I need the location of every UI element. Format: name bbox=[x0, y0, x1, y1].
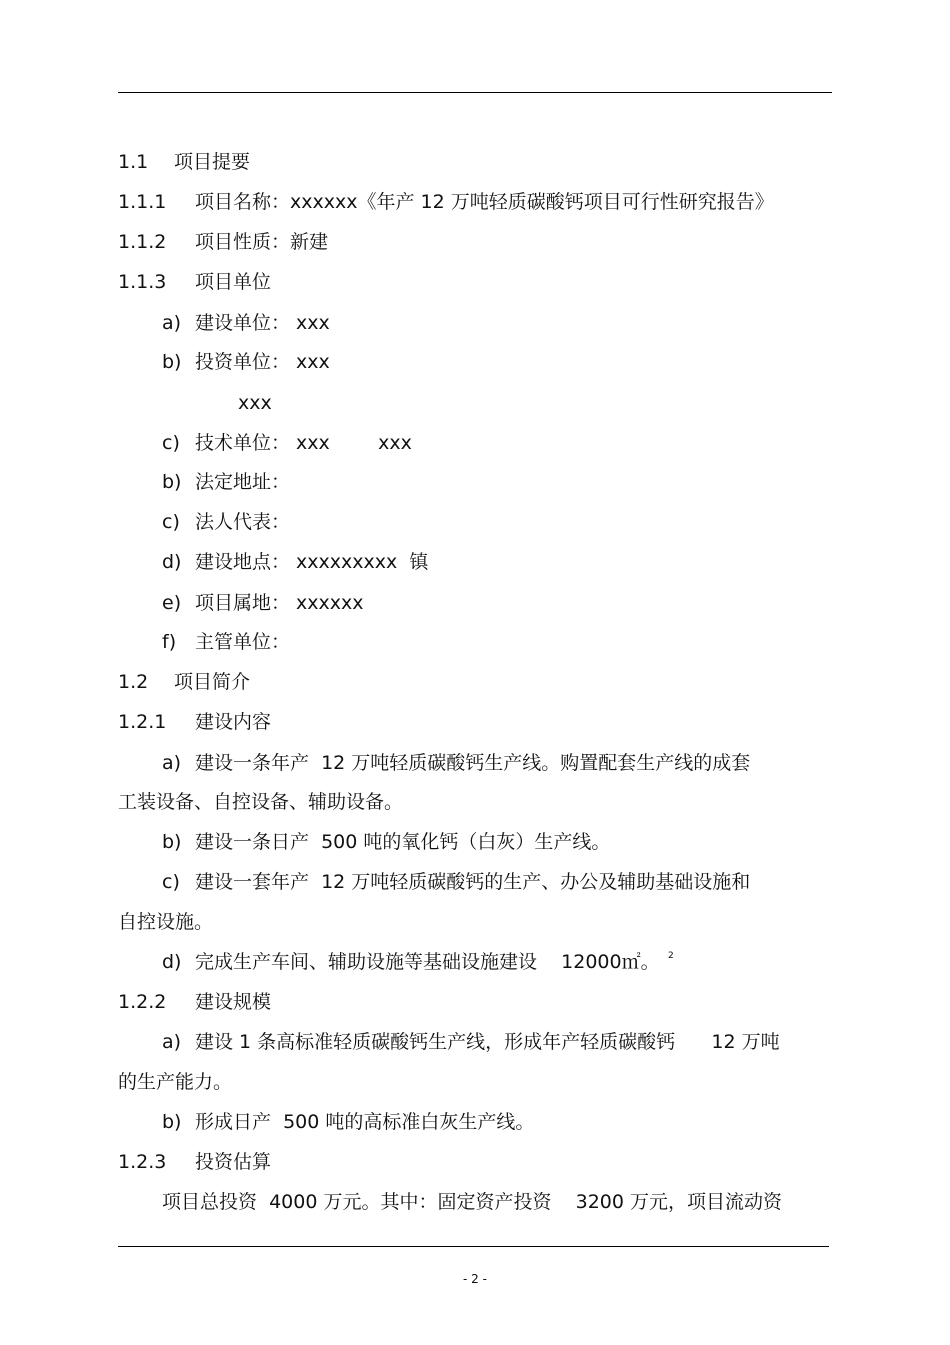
paragraph-investment: 项目总投资 4000 万元。其中：固定资产投资 3200 万元，项目流动资 bbox=[162, 1191, 783, 1213]
footer-rule bbox=[118, 1246, 829, 1247]
superscript: 2 bbox=[668, 951, 674, 961]
header-rule bbox=[118, 92, 832, 93]
continuation-text: 的生产能力。 bbox=[118, 1071, 233, 1093]
continuation-text: 自控设施。 bbox=[118, 911, 214, 933]
continuation-text: xxx bbox=[238, 392, 272, 414]
continuation-text: 工装设备、自控设备、辅助设备。 bbox=[118, 791, 404, 813]
page-number: - 2 - bbox=[463, 1272, 487, 1286]
